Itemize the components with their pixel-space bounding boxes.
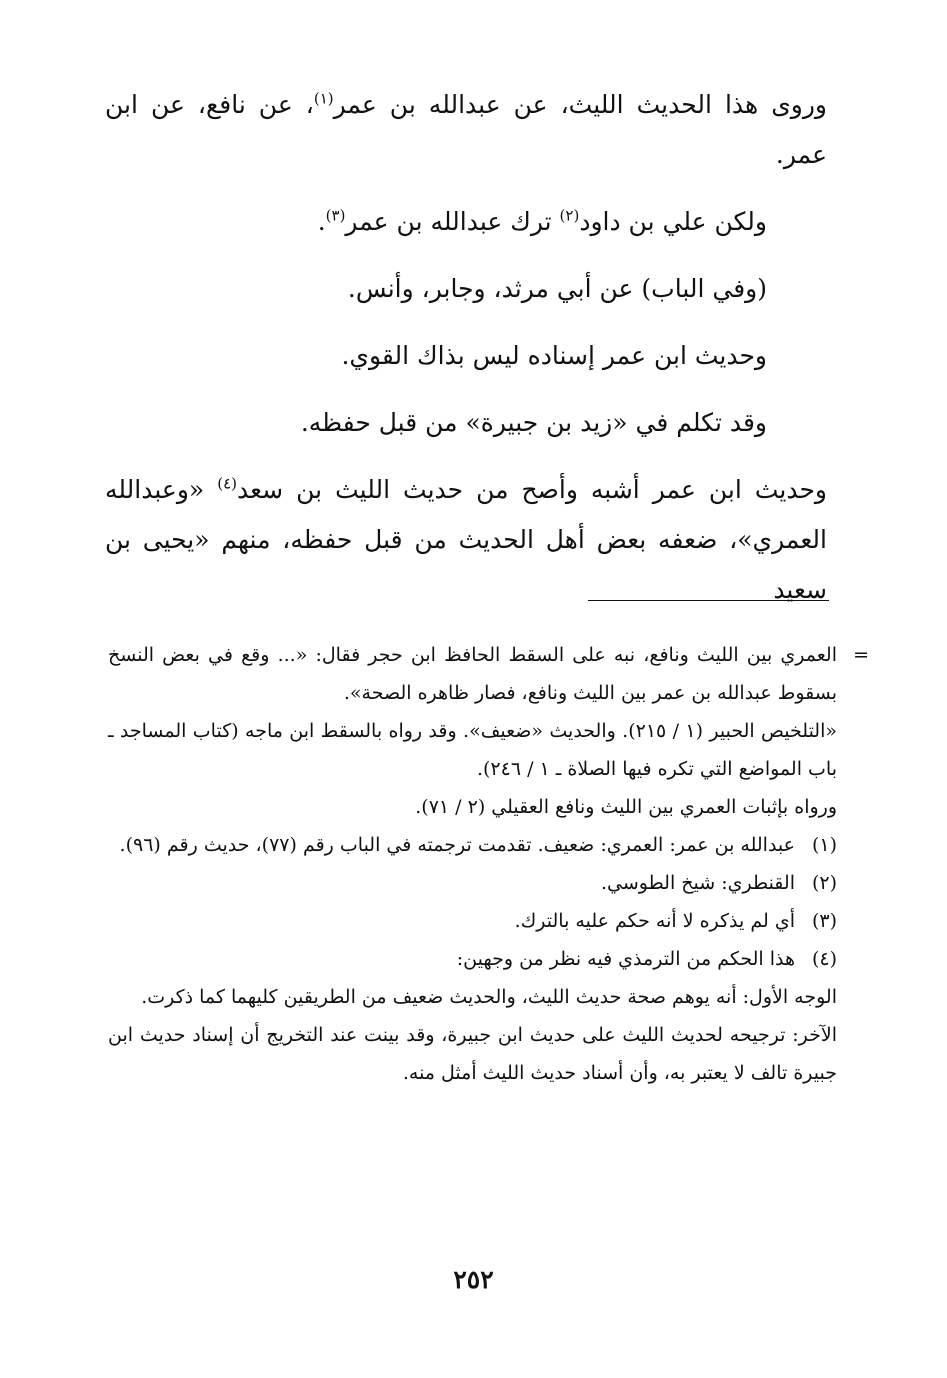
footnote-2-text: القنطري: شيخ الطوسي. [600, 872, 795, 894]
paragraph-1-text-b: ، عن نافع، عن ابن عمر. [105, 90, 827, 169]
footnote-2-number: (٢) [811, 872, 837, 894]
footnotes [108, 636, 869, 1092]
main-text [105, 80, 827, 632]
paragraph-2 [105, 197, 767, 247]
footnote-4 [108, 940, 837, 978]
paragraph-6 [105, 465, 827, 615]
footnote-3 [108, 902, 837, 940]
footnote-1-text: عبدالله بن عمر: العمري: ضعيف. تقدمت ترجمته في الباب رقم (٧٧)، حديث رقم (٩٦). [119, 834, 795, 856]
footnote-1-number: (١) [811, 834, 837, 856]
footnote-4-number: (٤) [811, 948, 837, 970]
continuation-line-3: ورواه بإثبات العمري بين الليث ونافع العقيلي (٢ / ٧١). [415, 796, 837, 818]
paragraph-2-text-c: . [317, 207, 326, 236]
continuation-marker: = [853, 644, 869, 666]
footnote-2 [108, 864, 837, 902]
paragraph-1 [105, 80, 827, 180]
footnote-4-point-2: الآخر: ترجيحه لحديث الليث على حديث ابن جبيرة، وقد بينت عند التخريج أن إسناد حديث ابن جبيرة تالف لا يعتبر به، وأن أسناد حديث الليث أمثل منه. [108, 1024, 837, 1084]
footnote-continuation [108, 636, 869, 826]
footnote-3-text: أي لم يذكره لا أنه حكم عليه بالترك. [514, 910, 795, 932]
footnote-separator [588, 600, 829, 601]
footnote-ref-3[interactable]: (٣) [325, 206, 346, 225]
footnote-ref-2[interactable]: (٢) [559, 206, 580, 225]
page-number: ٢٥٢ [453, 1265, 494, 1294]
paragraph-3: (وفي الباب) عن أبي مرثد، وجابر، وأنس. [347, 274, 767, 303]
footnote-ref-4[interactable]: (٤) [217, 474, 237, 493]
paragraph-2-text-a: ولكن علي بن داود [579, 207, 767, 236]
continuation-line-1: العمري بين الليث ونافع، نبه على السقط الحافظ ابن حجر فقال: «... وقع في بعض النسخ بسقوط عبدالله بن عمر بين الليث ونافع، فصار ظاهره الصحة». [108, 644, 837, 704]
paragraph-6-text-b: «وعبدالله العمري»، ضعفه بعض أهل الحديث من قبل حفظه، منهم «يحيى بن سعيد [105, 475, 827, 604]
footnote-4-point-1: الوجه الأول: أنه يوهم صحة حديث الليث، والحديث ضعيف من الطريقين كليهما كما ذكرت. [141, 986, 837, 1008]
footnote-ref-1[interactable]: (١) [313, 89, 334, 108]
paragraph-4: وحديث ابن عمر إسناده ليس بذاك القوي. [341, 341, 767, 370]
paragraph-2-text-b: ترك عبدالله بن عمر [345, 207, 560, 236]
paragraph-5: وقد تكلم في «زيد بن جبيرة» من قبل حفظه. [300, 408, 767, 437]
footnote-4-text: هذا الحكم من الترمذي فيه نظر من وجهين: [456, 948, 795, 970]
footnote-3-number: (٣) [811, 910, 837, 932]
continuation-line-2: «التلخيص الحبير (١ / ٢١٥). والحديث «ضعيف». وقد رواه بالسقط ابن ماجه (كتاب المساجد ـ باب المواضع التي تكره فيها الصلاة ـ ١ / ٢٤٦). [108, 720, 837, 780]
footnote-1 [108, 826, 837, 864]
paragraph-1-text-a: وروى هذا الحديث الليث، عن عبدالله بن عمر [333, 90, 827, 119]
paragraph-6-text-a: وحديث ابن عمر أشبه وأصح من حديث الليث بن سعد [236, 475, 827, 504]
